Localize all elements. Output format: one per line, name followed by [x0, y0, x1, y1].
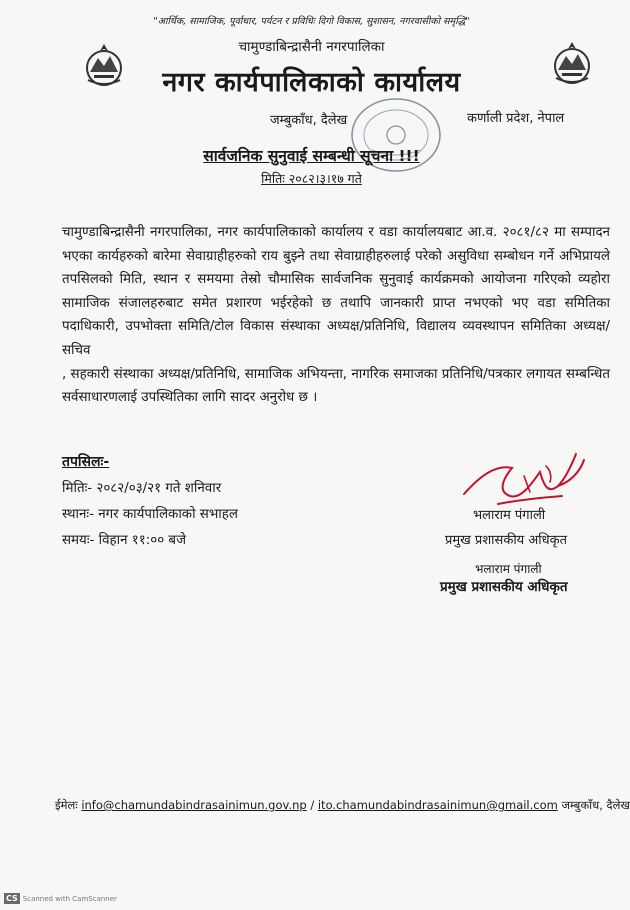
notice-title: सार्वजनिक सुनुवाई सम्बन्धी सूचना !!!: [203, 147, 420, 165]
details-heading: तपसिलः-: [62, 454, 110, 470]
notice-date: मितिः २०८२।३।१७ गते: [261, 171, 362, 186]
details-place: स्थानः- नगर कार्यपालिकाको सभाहल: [62, 507, 238, 522]
details-date: मितिः- २०८२/०३/२१ गते शनिवार: [62, 481, 222, 496]
signatory-name: भलाराम पंगाली: [473, 508, 546, 523]
footer-email-2[interactable]: ito.chamundabindrasainimun@gmail.com: [317, 798, 558, 812]
signatory-title: प्रमुख प्रशासकीय अधिकृत: [445, 533, 568, 548]
stamp-signatory-title: प्रमुख प्रशासकीय अधिकृत: [440, 579, 568, 595]
address-right: कर्णाली प्रदेश, नेपाल: [467, 111, 565, 126]
scanner-watermark: [4, 893, 117, 904]
footer-location: जम्बुकाँध, दैलेख: [561, 798, 630, 812]
scanner-label: Scanned with CamScanner: [22, 895, 117, 903]
camscanner-logo-icon: CS: [6, 894, 18, 903]
stamp-signatory-name: भलाराम पंगाली: [475, 562, 542, 576]
footer-email-1[interactable]: info@chamundabindrasainimun.gov.np: [81, 798, 307, 812]
footer-contact: [55, 798, 630, 813]
footer-separator: /: [310, 798, 315, 812]
details-time: समयः- विहान ११:०० बजे: [62, 533, 187, 548]
handwritten-signature-icon: [458, 446, 588, 512]
header-motto: "आर्थिक, सामाजिक, पूर्वाधार, पर्यटन र प्रविधिः दिगो विकास, सुशासन, नगरवासीको समृद्धि": [153, 16, 470, 27]
office-title: नगर कार्यपालिकाको कार्यालय: [162, 67, 461, 98]
footer-email-label: ईमेलः: [55, 798, 78, 812]
municipality-name: चामुण्डाबिन्द्रासैनी नगरपालिका: [238, 39, 385, 55]
notice-body: [62, 221, 610, 410]
notice-paragraph-1: चामुण्डाबिन्द्रासैनी नगरपालिका, नगर कार्यपालिकाको कार्यालय र वडा कार्यालयबाट आ.व. २०८१/८२ मा सम्पादन भएका कार्यहरुको बारेमा सेवाग्राहीहरुको राय बुझ्ने तथा सेवाग्राहीहरुलाई परेको असुविधा सम्बोधन गर्ने अभिप्रायले तपसिलको मिति, स्थान र समयमा तेस्रो चौमासिक सार्वजनिक सुनुवाई कार्यक्रमको आयोजना गरिएको व्यहोरा सामाजिक संजालहरुबाट समेत प्रशारण भईरहेको छ तथापि जानकारी प्राप्त नभएको भए वडा समितिका पदाधिकारी, उपभोक्ता समिति/टोल विकास संस्थाका अध्यक्ष/प्रतिनिधि, विद्यालय व्यवस्थापन समितिका अध्यक्ष/सचिव: [62, 225, 610, 358]
notice-paragraph-2: , सहकारी संस्थाका अध्यक्ष/प्रतिनिधि, सामाजिक अभियन्ता, नागरिक समाजका प्रतिनिधि/पत्रकार लगायत सम्बन्धित सर्वसाधारणलाई उपस्थितिका लागि सादर अनुरोध छ ।: [62, 366, 610, 406]
address-left: जम्बुकाँध, दैलेख: [270, 113, 348, 128]
